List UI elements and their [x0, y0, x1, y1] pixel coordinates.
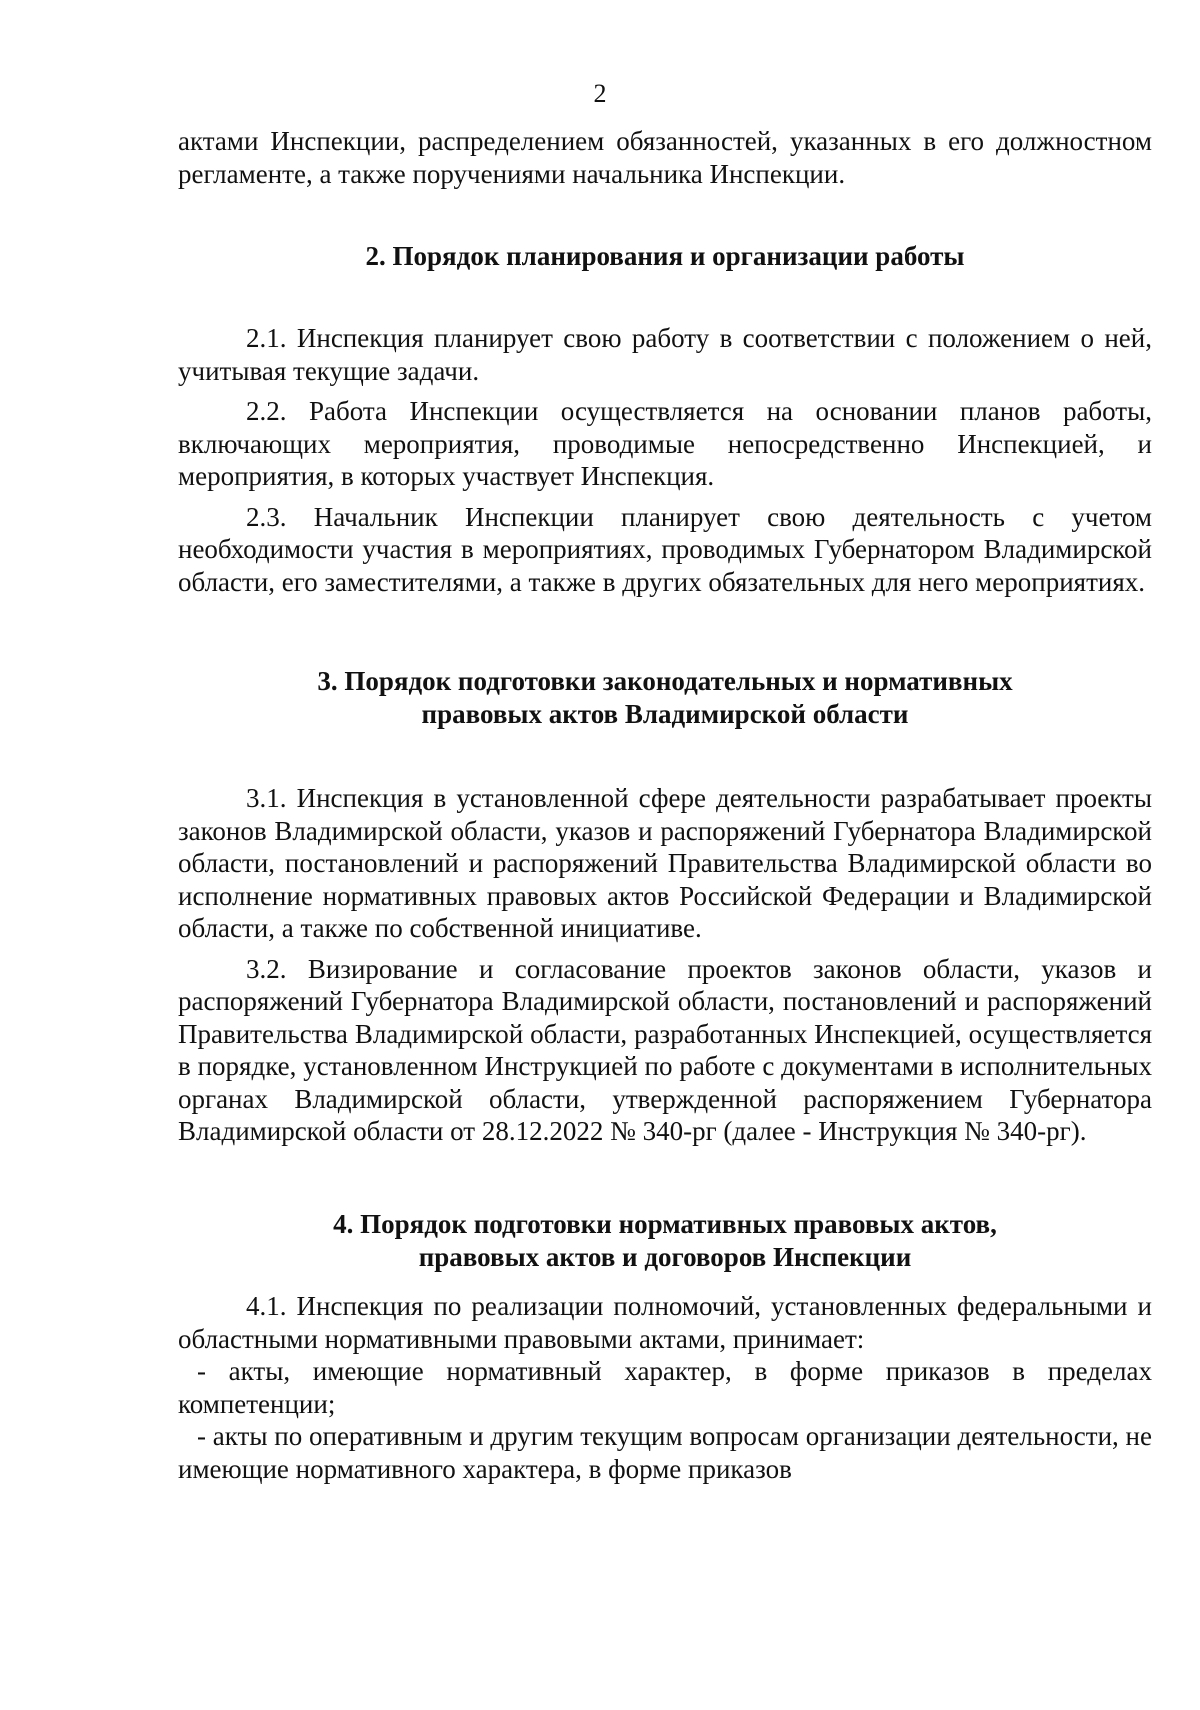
- section-3-heading-line-1: 3. Порядок подготовки законодательных и нормативных: [317, 666, 1013, 696]
- list-item-1: - акты, имеющие нормативный характер, в форме приказов в пределах компетенции;: [178, 1356, 1152, 1419]
- paragraph-4-1: 4.1. Инспекция по реализации полномочий, установленных федеральными и областными нормативными правовыми актами, принимает:: [178, 1291, 1152, 1354]
- paragraph-2-1: 2.1. Инспекция планирует свою работу в соответствии с положением о ней, учитывая текущие задачи.: [178, 323, 1152, 386]
- section-3-body: [178, 782, 1152, 1148]
- section-3-heading: [178, 665, 1152, 731]
- section-2-body: [178, 322, 1152, 598]
- section-3-heading-line-2: правовых актов Владимирской области: [421, 699, 909, 729]
- list-item-2: - акты по оперативным и другим текущим вопросам организации деятельности, не имеющие нормативного характера, в форме приказов: [178, 1421, 1152, 1484]
- paragraph-3-1: 3.1. Инспекция в установленной сфере деятельности разрабатывает проекты законов Владимирской области, указов и распоряжений Губернатора Владимирской области, постановлений и распоряжений Правительства Владимирской области во исполнение нормативных правовых актов Российской Федерации и Владимирской области, а также по собственной инициативе.: [178, 783, 1152, 943]
- paragraph-3-2: 3.2. Визирование и согласование проектов законов области, указов и распоряжений Губернатора Владимирской области, постановлений и распоряжений Правительства Владимирской области, разработанных Инспекцией, осуществляется в порядке, установленном Инструкцией по работе с документами в исполнительных органах Владимирской области, утвержденной распоряжением Губернатора Владимирской области от 28.12.2022 № 340-рг (далее - Инструкция № 340-рг).: [178, 953, 1152, 1146]
- section-4-heading-line-1: 4. Порядок подготовки нормативных правовых актов,: [333, 1209, 997, 1239]
- paragraph-2-2: 2.2. Работа Инспекции осуществляется на основании планов работы, включающих мероприятия, проводимые непосредственно Инспекцией, и мероприятия, в которых участвует Инспекция.: [178, 396, 1152, 491]
- paragraph-2-3: 2.3. Начальник Инспекции планирует свою деятельность с учетом необходимости участия в мероприятиях, проводимых Губернатором Владимирской области, его заместителями, а также в других обязательных для него мероприятиях.: [178, 501, 1152, 597]
- section-4-body: [178, 1290, 1152, 1485]
- intro-block: [178, 125, 1152, 190]
- section-2-heading: 2. Порядок планирования и организации работы: [365, 241, 965, 271]
- page-number: 2: [593, 79, 607, 108]
- section-4-heading-line-2: правовых актов и договоров Инспекции: [418, 1242, 912, 1272]
- intro-paragraph: актами Инспекции, распределением обязанностей, указанных в его должностном регламенте, а также поручениями начальника Инспекции.: [178, 126, 1152, 189]
- section-4-heading: [178, 1208, 1152, 1274]
